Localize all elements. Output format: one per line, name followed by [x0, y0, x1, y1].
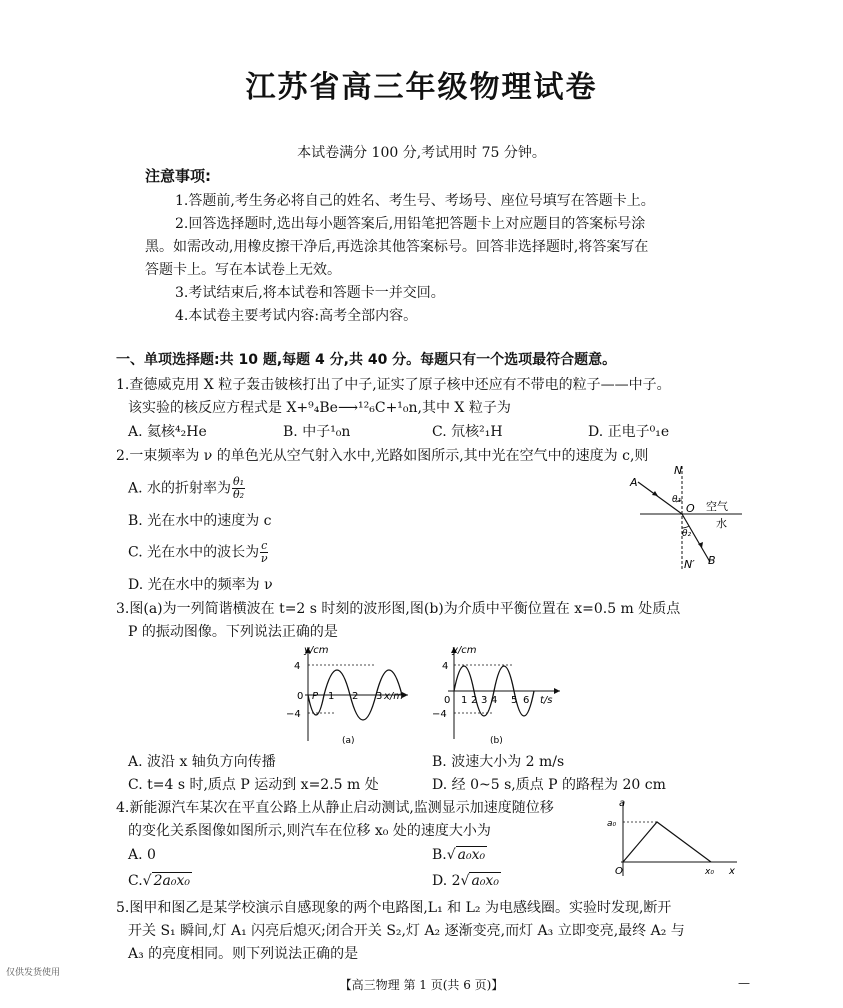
tick-x1: 1 [328, 691, 335, 702]
label-a: A [630, 476, 638, 489]
q5-line2: 开关 S₁ 瞬间,灯 A₁ 闪亮后熄灭;闭合开关 S₂,灯 A₂ 逐渐变亮,而灯 A₃ 立即变亮,最终 A₂ 与 [128, 923, 685, 939]
q3-option-b: B. 波速大小为 2 m/s [432, 754, 565, 770]
q4-option-b: B.√ a₀x₀ [432, 847, 486, 863]
tick-t1: 1 [461, 695, 468, 706]
q3-option-d: D. 经 0~5 s,质点 P 的路程为 20 cm [432, 777, 666, 793]
q3-line1: 3.图(a)为一列简谐横波在 t=2 s 时刻的波形图,图(b)为介质中平衡位置在 x=0.5 m 处质点 [116, 601, 681, 617]
q4-option-c: C.√ 2a₀x₀ [128, 873, 190, 889]
angle2-arc [682, 526, 689, 528]
q2-option-a-text: A. 水的折射率为 [128, 480, 232, 497]
q1-line2: 该实验的核反应方程式是 X+⁹₄Be⟶¹²₆C+¹₀n,其中 X 粒子为 [128, 400, 511, 416]
note-2a: 2.回答选择题时,选出每小题答案后,用铅笔把答题卡上对应题目的答案标号涂 [175, 216, 646, 232]
note-4: 4.本试卷主要考试内容:高考全部内容。 [175, 308, 418, 324]
q4-option-b-label: B. [432, 847, 447, 863]
tick-t2: 2 [471, 695, 478, 706]
corner-mark: — [738, 976, 750, 990]
y-label: y/cm [452, 645, 477, 656]
label-b: B [708, 554, 716, 567]
q4-option-d-label: D. 2 [432, 873, 461, 889]
label-o: O [686, 502, 695, 515]
q1-line1: 1.查德威克用 X 粒子轰击铍核打出了中子,证实了原子核中还应有不带电的粒子——中子。 [116, 377, 671, 393]
q4-option-d: D. 2√ a₀x₀ [432, 873, 499, 889]
tick-x3: 3 [376, 691, 383, 702]
label-n-prime: N′ [684, 558, 695, 571]
tick-x2: 2 [352, 691, 359, 702]
q4-option-d-radicand: a₀x₀ [471, 873, 499, 889]
note-2c: 答题卡上。写在本试卷上无效。 [145, 262, 341, 278]
q4-option-c-radicand: 2a₀x₀ [153, 873, 190, 889]
caption-b: (b) [490, 736, 503, 746]
fraction-denominator: θ₂ [233, 488, 245, 501]
a-axis-label: a [619, 798, 626, 809]
note-3: 3.考试结束后,将本试卷和答题卡一并交回。 [175, 285, 445, 301]
label-n: N [674, 464, 683, 477]
q4-line2: 的变化关系图像如图所示,则汽车在位移 x₀ 处的速度大小为 [128, 823, 491, 839]
q4-option-b-radicand: a₀x₀ [457, 847, 486, 863]
q1-option-b: B. 中子¹₀n [283, 424, 351, 440]
t-label: t/s [540, 695, 553, 706]
q2-option-d: D. 光在水中的频率为 ν [128, 577, 273, 593]
q2-option-c-fraction [260, 540, 268, 565]
q2-option-b: B. 光在水中的速度为 c [128, 513, 272, 529]
tick-4: 4 [294, 661, 301, 672]
q2-option-c-text: C. 光在水中的波长为 [128, 544, 260, 561]
refraction-diagram [620, 462, 750, 577]
q1-option-a: A. 氦核⁴₂He [128, 424, 207, 440]
q1-option-c: C. 氘核²₁H [432, 424, 503, 440]
label-water: 水 [716, 517, 727, 530]
fraction-numerator: θ₁ [233, 475, 245, 488]
origin-label: O [615, 866, 623, 877]
q3-option-a: A. 波沿 x 轴负方向传播 [128, 754, 276, 770]
tick-minus4: −4 [432, 709, 447, 720]
q2-option-a [128, 476, 246, 501]
tick-4: 4 [442, 661, 449, 672]
caption-a: (a) [342, 736, 355, 746]
y-label: y/cm [304, 645, 329, 656]
q2-stem: 2.一束频率为 ν 的单色光从空气射入水中,光路如图所示,其中光在空气中的速度为 c,则 [116, 448, 649, 464]
notes-heading: 注意事项: [145, 167, 211, 185]
label-theta2: θ₂ [682, 529, 692, 539]
x-axis-label: x [729, 866, 735, 877]
q2-option-c [128, 540, 269, 565]
wave-graph-a [280, 643, 415, 748]
note-2b: 黑。如需改动,用橡皮擦干净后,再选涂其他答案标号。回答非选择题时,将答案写在 [145, 239, 649, 255]
q4-option-c-label: C. [128, 873, 143, 889]
tick-t6: 6 [523, 695, 530, 706]
q3-line2: P 的振动图像。下列说法正确的是 [128, 624, 338, 640]
note-1: 1.答题前,考生务必将自己的姓名、考生号、考场号、座位号填写在答题卡上。 [175, 193, 655, 209]
tick-minus4: −4 [286, 709, 301, 720]
exam-info: 本试卷满分 100 分,考试用时 75 分钟。 [297, 145, 546, 161]
tick-t3: 3 [481, 695, 488, 706]
q5-line3: A₃ 的亮度相同。则下列说法正确的是 [128, 946, 359, 962]
acceleration-displacement-graph [605, 798, 740, 878]
q4-option-a: A. 0 [128, 847, 156, 863]
side-note: 仅供发货使用 [6, 968, 61, 978]
a0-label: a₀ [607, 819, 617, 829]
q2-option-a-fraction [232, 476, 245, 501]
x-label: x/m [384, 691, 404, 702]
fraction-numerator: c [261, 539, 268, 552]
q4-line1: 4.新能源汽车某次在平直公路上从静止启动测试,监测显示加速度随位移 [116, 800, 554, 816]
tick-t5: 5 [511, 695, 518, 706]
page-footer: 【高三物理 第 1 页(共 6 页)】 [339, 978, 504, 992]
q5-line1: 5.图甲和图乙是某学校演示自感现象的两个电路图,L₁ 和 L₂ 为电感线圈。实验时发现,断开 [116, 900, 672, 916]
tick-t4: 4 [491, 695, 498, 706]
q3-option-c: C. t=4 s 时,质点 P 运动到 x=2.5 m 处 [128, 777, 379, 793]
label-p: P [312, 691, 319, 702]
label-theta1: θ₁ [672, 495, 682, 505]
tick-0: 0 [444, 695, 451, 706]
fraction-denominator: ν [260, 552, 268, 565]
label-air: 空气 [706, 500, 728, 513]
a-x-curve [623, 822, 711, 862]
tick-0: 0 [297, 691, 304, 702]
vibration-graph-b [432, 643, 567, 748]
x0-label: x₀ [705, 867, 714, 877]
q1-option-d: D. 正电子⁰₁e [588, 424, 670, 440]
page-title: 江苏省高三年级物理试卷 [245, 70, 598, 105]
t-axis-arrow [554, 688, 560, 694]
section-heading: 一、单项选择题:共 10 题,每题 4 分,共 40 分。每题只有一个选项最符合题意。 [116, 352, 617, 368]
